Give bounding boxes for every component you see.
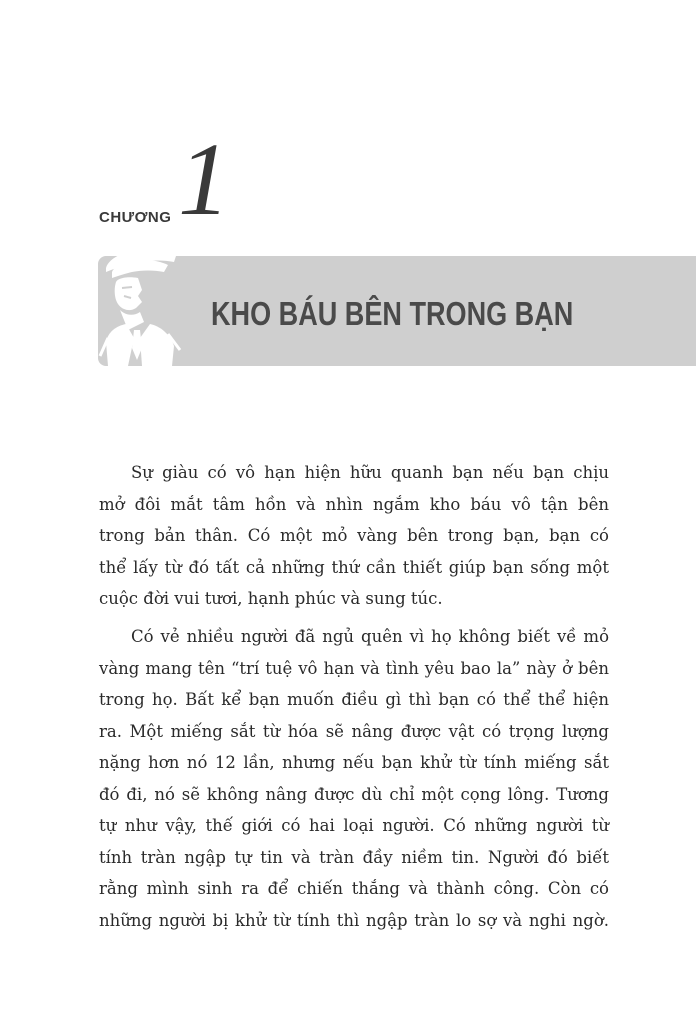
chapter-number: 1 [178, 122, 230, 237]
text-line: mở đôi mắt tâm hồn và nhìn ngắm kho báu vô tận bên [99, 494, 609, 514]
text-line: ra. Một miếng sắt từ hóa sẽ nâng được vật có trọng lượng [99, 721, 609, 741]
chapter-label: CHƯƠNG [99, 209, 172, 226]
text-line: tính tràn ngập tự tin và tràn đầy niềm tin. Người đó biết [99, 847, 609, 867]
paragraph-2 [99, 621, 609, 936]
text-line: Sự giàu có vô hạn hiện hữu quanh bạn nếu bạn chịu [131, 463, 609, 482]
man-portrait-icon [98, 238, 182, 366]
text-line: tự như vậy, thế giới có hai loại người. Có những người từ [99, 816, 609, 835]
text-line: trong họ. Bất kể bạn muốn điều gì thì bạn có thể thể hiện [99, 690, 609, 709]
text-line: Có vẻ nhiều người đã ngủ quên vì họ không biết về mỏ [131, 627, 609, 646]
text-line: thể lấy từ đó tất cả những thứ cần thiết giúp bạn sống một [99, 557, 609, 577]
text-line: cuộc đời vui tươi, hạnh phúc và sung túc. [99, 589, 443, 608]
text-line: những người bị khử từ tính thì ngập tràn lo sợ và nghi ngờ. [99, 910, 609, 930]
text-line: nặng hơn nó 12 lần, nhưng nếu bạn khử từ tính miếng sắt [99, 753, 609, 772]
text-line: rằng mình sinh ra để chiến thắng và thành công. Còn có [99, 879, 609, 898]
text-line: vàng mang tên “trí tuệ vô hạn và tình yêu bao la” này ở bên [99, 658, 609, 678]
paragraph-1 [99, 457, 609, 615]
chapter-title: KHO BÁU BÊN TRONG BẠN [211, 295, 574, 332]
text-line: trong bản thân. Có một mỏ vàng bên trong bạn, bạn có [99, 526, 609, 545]
text-line: đó đi, nó sẽ không nâng được dù chỉ một cọng lông. Tương [99, 784, 609, 804]
